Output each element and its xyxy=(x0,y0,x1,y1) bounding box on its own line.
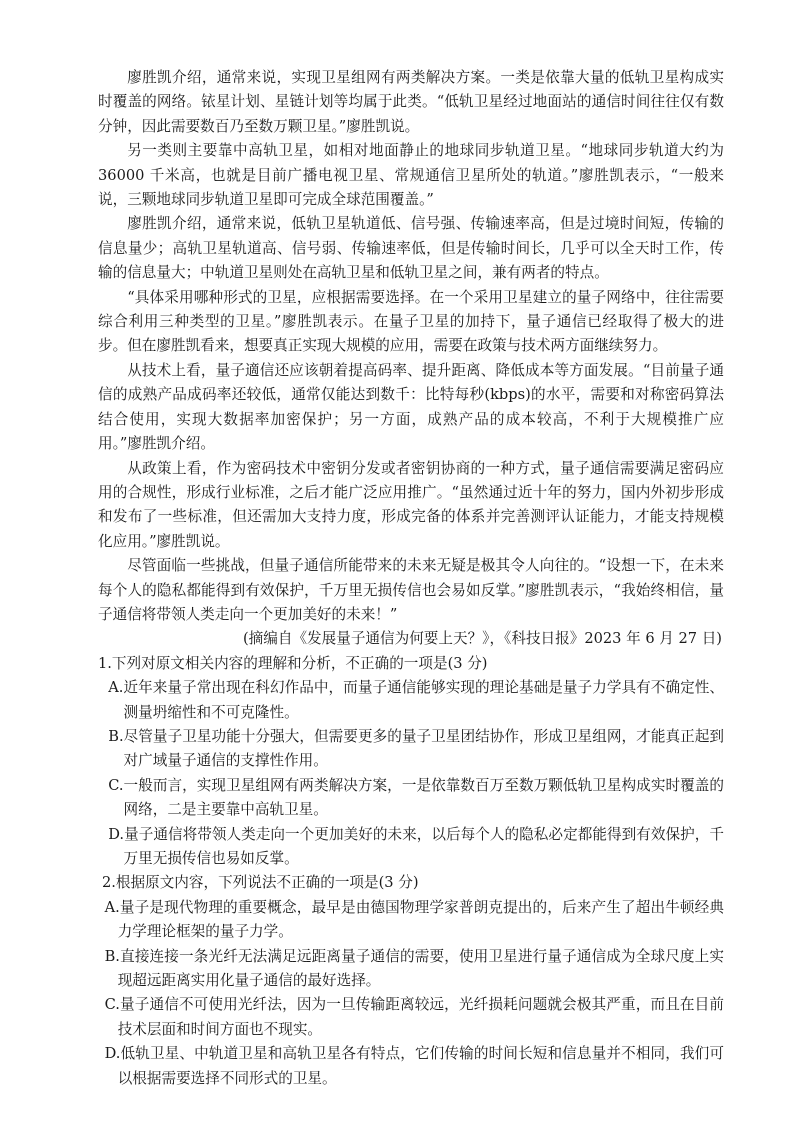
question-2-stem: 2.根据原文内容，下列说法不正确的一项是(3 分) xyxy=(102,874,419,892)
question-2-option-a: A.量子是现代物理的重要概念，最早是由德国物理学家普朗克提出的，后来产生了超出牛顿经典力学理论框架的量子力学。 xyxy=(104,898,724,941)
paragraph-3: 廖胜凯介绍，通常来说，低轨卫星轨道低、信号强、传输速率高，但是过境时间短，传输的信息量少；高轨卫星轨道高、信号弱、传输速率低，但是传输时间长，几乎可以全天时工作，传输的信息量大；中轨道卫星则处在高轨卫星和低轨卫星之间，兼有两者的特点。 xyxy=(98,215,724,282)
paragraph-7: 尽管面临一些挑战，但量子通信所能带来的未来无疑是极其令人向往的。“设想一下，在未来每个人的隐私都能得到有效保护，千万里无损传信也会易如反掌。”廖胜凯表示，“我始终相信，量子通信将带领人类走向一个更加美好的未来！” xyxy=(98,557,724,623)
question-1 xyxy=(98,652,724,872)
question-1-option-b: B.尽管量子卫星功能十分强大，但需要更多的量子卫星团结协作，形成卫星组网，才能真正起到对广域量子通信的支撑性作用。 xyxy=(108,727,724,770)
paragraph-5: 从技术上看，量子適信还应该朝着提高码率、提升距离、降低成本等方面发展。“目前量子通信的成熟产品成码率还较低，通常仅能达到数千：比特每秒(kbps)的水平，需要和对称密码算法结合使用，实现大数据率加密保护；另一方面，成熟产品的成本较高，不利于大规模推广应用。”廖胜凯介绍。 xyxy=(98,361,724,453)
question-1-option-c: C.一般而言，实现卫星组网有两类解决方案，一是依靠数百万至数万颗低轨卫星构成实时覆盖的网络，二是主要靠中高轨卫星。 xyxy=(108,776,724,819)
question-1-stem: 1.下列对原文相关内容的理解和分析，不正确的一项是(3 分) xyxy=(98,654,488,672)
question-2-option-c: C.量子通信不可使用光纤法，因为一旦传输距离较远，光纤损耗问题就会极其严重，而且在目前技术层面和时间方面也不现实。 xyxy=(104,996,724,1038)
question-2-option-d: D.低轨卫星、中轨道卫星和高轨卫星各有特点，它们传输的时间长短和信息量并不相同，我们可以根据需要选择不同形式的卫星。 xyxy=(104,1045,724,1087)
question-1-option-d: D.量子通信将带领人类走向一个更加美好的未来，以后每个人的隐私必定都能得到有效保护，千万里无损传信也易如反掌。 xyxy=(108,825,724,867)
paragraph-4: “具体采用哪种形式的卫星，应根据需要选择。在一个采用卫星建立的量子网络中，往往需要综合利用三种类型的卫星。”廖胜凯表示。在量子卫星的加持下，量子通信已经取得了极大的进步。但在廖胜凯看来，想要真正实现大规模的应用，需要在政策与技术两方面继续努力。 xyxy=(98,288,724,355)
paragraph-2: 另一类则主要靠中高轨卫星，如相对地面静止的地球同步轨道卫星。“地球同步轨道大约为 36000 千米高，也就是目前广播电视卫星、常规通信卫星所处的轨道。”廖胜凯表示，“一般来说，三颗地球同步轨道卫星即可完成全球范围覆盖。” xyxy=(98,142,724,209)
paragraph-1: 廖胜凯介绍，通常来说，实现卫星组网有两类解决方案。一类是依靠大量的低轨卫星构成实时覆盖的网络。铱星计划、星链计划等均属于此类。“低轨卫星经过地面站的通信时间往往仅有数分钟，因此需要数百乃至数万颗卫星。”廖胜凯说。 xyxy=(98,69,724,135)
question-2 xyxy=(98,871,724,1091)
source-citation: (摘编自《发展量子通信为何要上天？》，《科技日报》2023 年 6 月 27 日) xyxy=(242,630,722,648)
question-2-option-b: B.直接连接一条光纤无法满足远距离量子通信的需要，使用卫星进行量子通信成为全球尺度上实现超远距离实用化量子通信的最好选择。 xyxy=(104,947,724,990)
paragraph-6: 从政策上看，作为密码技术中密钥分发或者密钥协商的一种方式，量子通信需要满足密码应用的合规性，形成行业标准，之后才能广泛应用推广。“虽然通过近十年的努力，国内外初步形成和发布了一些标准，但还需加大支持力度，形成完备的体系并完善测评认证能力，才能支持规模化应用。”廖胜凯说。 xyxy=(98,459,724,550)
question-1-option-a: A.近年来量子常出现在科幻作品中，而量子通信能够实现的理论基础是量子力学具有不确定性、测量坍缩性和不可克隆性。 xyxy=(108,679,724,721)
document-page xyxy=(98,66,724,1091)
